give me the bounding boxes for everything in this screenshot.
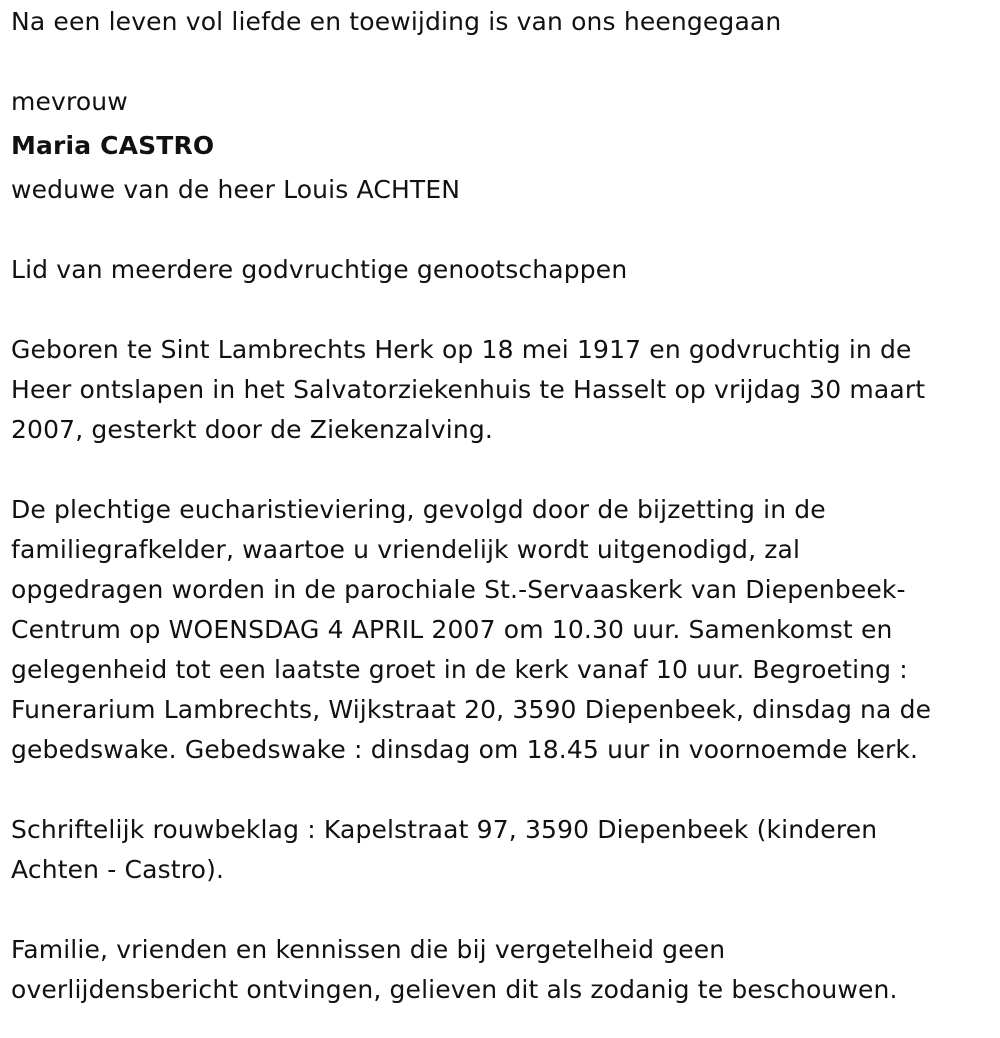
paragraph-line: Schriftelijk rouwbeklag : Kapelstraat 97, 3590 Diepenbeek (kinderen [11, 815, 878, 844]
paragraph-line: Geboren te Sint Lambrechts Herk op 18 mei 1917 en godvruchtig in de [11, 335, 912, 364]
paragraph-line: overlijdensbericht ontvingen, gelieven dit als zodanig te beschouwen. [11, 975, 898, 1004]
spacer [11, 290, 1000, 330]
spacer [11, 210, 1000, 250]
spacer [11, 450, 1000, 490]
paragraph-line: Heer ontslapen in het Salvatorziekenhuis te Hasselt op vrijdag 30 maart [11, 375, 926, 404]
deceased-name: Maria CASTRO [11, 131, 215, 160]
title-prefix: mevrouw [11, 87, 128, 116]
paragraph-line: gebedswake. Gebedswake : dinsdag om 18.45 uur in voornoemde kerk. [11, 735, 919, 764]
birth-paragraph [11, 330, 1000, 450]
paragraph-line: opgedragen worden in de parochiale St.-Servaaskerk van Diepenbeek- [11, 575, 906, 604]
paragraph-line: Achten - Castro). [11, 855, 225, 884]
paragraph-line: Familie, vrienden en kennissen die bij vergetelheid geen [11, 935, 726, 964]
spacer [11, 42, 1000, 82]
relation-line: weduwe van de heer Louis ACHTEN [11, 175, 461, 204]
spacer [11, 770, 1000, 810]
paragraph-line: gelegenheid tot een laatste groet in de kerk vanaf 10 uur. Begroeting : [11, 655, 908, 684]
paragraph-line: Centrum op WOENSDAG 4 APRIL 2007 om 10.30 uur. Samenkomst en [11, 615, 893, 644]
membership-line: Lid van meerdere godvruchtige genootschappen [11, 255, 628, 284]
paragraph-line: 2007, gesterkt door de Ziekenzalving. [11, 415, 493, 444]
condolence-paragraph [11, 810, 1000, 890]
paragraph-line: familiegrafkelder, waartoe u vriendelijk wordt uitgenodigd, zal [11, 535, 801, 564]
intro-line: Na een leven vol liefde en toewijding is van ons heengegaan [11, 7, 782, 36]
paragraph-line: De plechtige eucharistieviering, gevolgd door de bijzetting in de [11, 495, 826, 524]
ceremony-paragraph [11, 490, 1000, 770]
paragraph-line: Funerarium Lambrechts, Wijkstraat 20, 3590 Diepenbeek, dinsdag na de [11, 695, 932, 724]
spacer [11, 890, 1000, 930]
notice-paragraph [11, 930, 1000, 1010]
